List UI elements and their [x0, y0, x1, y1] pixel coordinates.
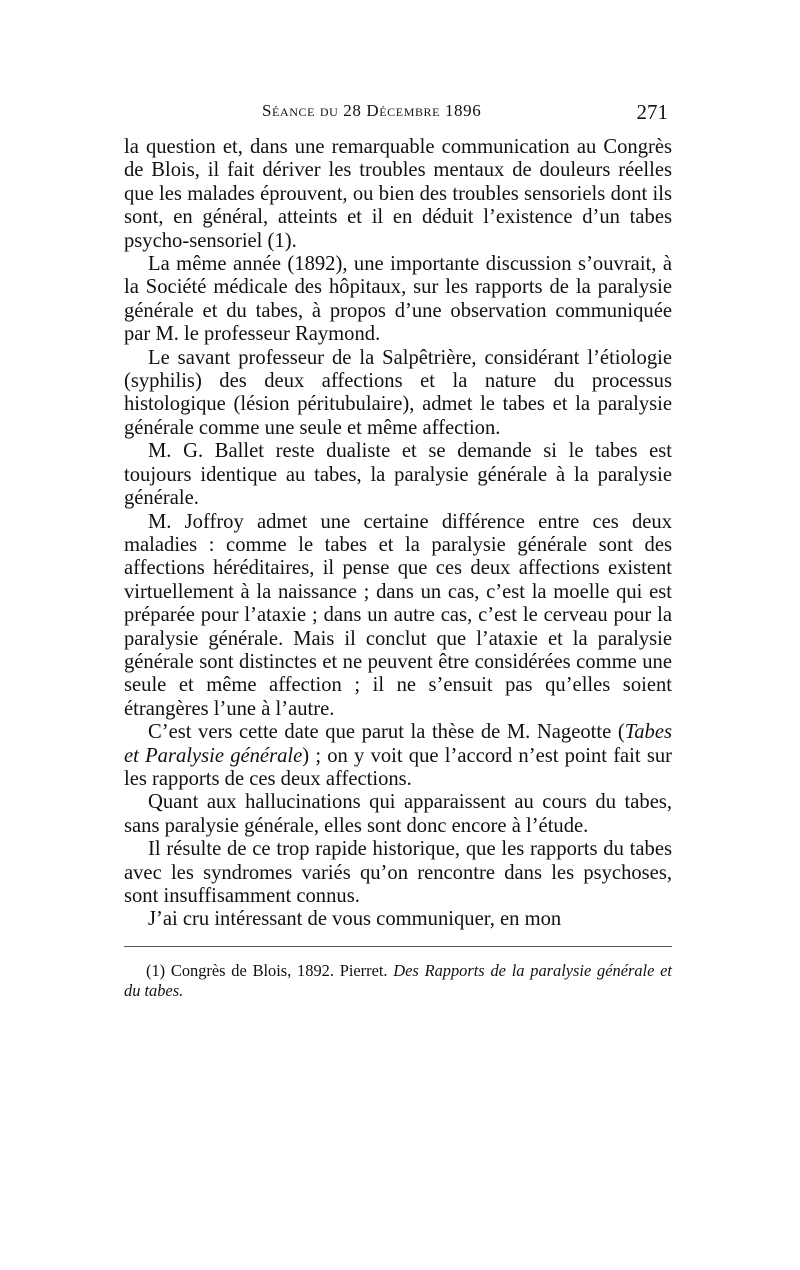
paragraph-3: Le savant professeur de la Salpêtrière, considérant l’étiologie (syphilis) des deux affections et la nature du processus histologique (lésion péritubulaire), admet le tabes et la paralysie générale comme une seule et même affection. — [124, 346, 672, 439]
running-title — [262, 100, 481, 122]
running-title-prefix: Séance du — [262, 101, 344, 120]
paragraph-1: la question et, dans une remarquable communication au Congrès de Blois, il fait dériver les troubles mentaux de douleurs réelles que les malades éprouvent, ou bien des troubles sensoriels dont ils sont, en général, atteints et il en déduit l’existence d’un tabes psycho-sensoriel (1). — [124, 136, 672, 252]
paragraph-9: J’ai cru intéressant de vous communiquer, en mon — [148, 908, 562, 931]
paragraph-7: Quant aux hallucinations qui apparaissent au cours du tabes, sans paralysie générale, elles sont donc encore à l’étude. — [124, 791, 672, 837]
paragraph-5: M. Joffroy admet une certaine différence entre ces deux maladies : comme le tabes et la paralysie générale sont des affections héréditaires, il pense que ces deux affections existent virtuellement à la naissance ; dans un cas, c’est la moelle qui est préparée pour l’ataxie ; dans un autre cas, c’est le cerveau pour la paralysie générale. Mais il conclut que l’ataxie et la paralysie générale sont distinctes et ne peuvent être considérées comme une seule et même affection ; il ne s’ensuit pas qu’elles soient étrangères l’une à l’autre. — [124, 510, 672, 720]
footnote-title: Des Rapports de la paralysie générale et du tabes. — [124, 960, 672, 1000]
paragraph-6 — [124, 721, 672, 791]
footnote-text — [124, 961, 672, 1001]
paragraph-6-after: ) ; on y voit que l’accord n’est point fait sur les rapports de ces deux affections. — [124, 744, 673, 790]
paragraph-6-before: C’est vers cette date que parut la thèse de M. Nageotte ( — [148, 721, 625, 744]
page-header — [124, 100, 672, 132]
running-title-date: 28 Décembre 1896 — [343, 101, 482, 120]
book-page — [124, 100, 672, 1001]
paragraph-8: Il résulte de ce trop rapide historique, que les rapports du tabes avec les syndromes variés qu’on rencontre dans les psychoses, sont insuffisamment connus. — [124, 838, 672, 907]
page-number: 271 — [636, 100, 668, 124]
body-text — [124, 136, 672, 932]
thesis-title: Tabes et Paralysie générale — [124, 721, 672, 767]
footnote-divider — [124, 946, 672, 947]
paragraph-2: La même année (1892), une importante discussion s’ouvrait, à la Société médicale des hôpitaux, sur les rapports de la paralysie générale et du tabes, à propos d’une observation communiquée par M. le professeur Raymond. — [124, 253, 672, 346]
footnote-reference: (1) Congrès de Blois, 1892. Pierret. — [146, 960, 394, 980]
paragraph-4: M. G. Ballet reste dualiste et se demande si le tabes est toujours identique au tabes, la paralysie générale à la paralysie générale. — [124, 440, 672, 510]
footnote — [124, 961, 672, 1001]
